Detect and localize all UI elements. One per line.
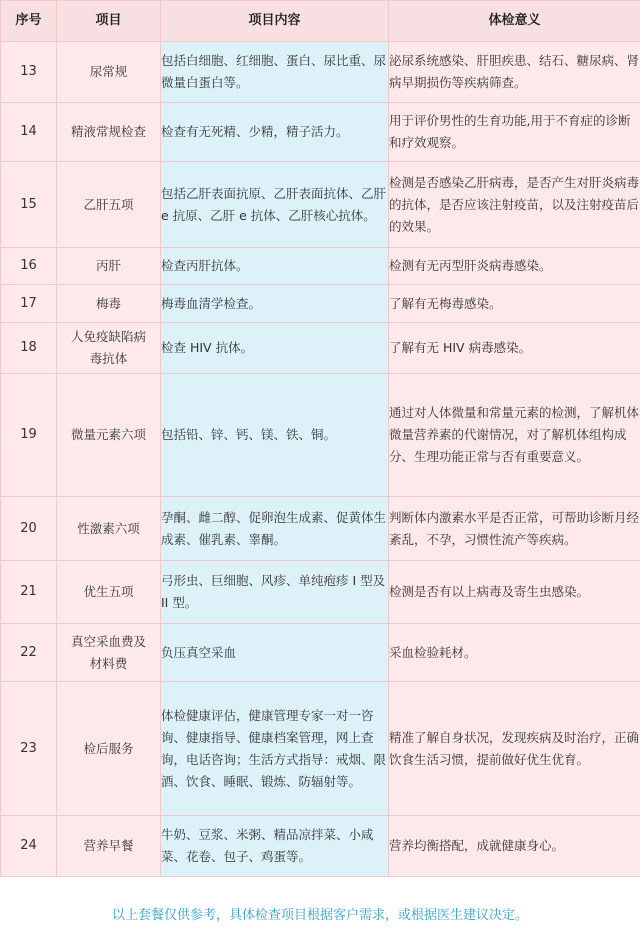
cell-content: 检查 HIV 抗体。 xyxy=(161,323,389,374)
table-row xyxy=(1,248,640,285)
table-row xyxy=(1,42,640,103)
cell-content: 孕酮、雌二醇、促卵泡生成素、促黄体生成素、催乳素、睾酮。 xyxy=(161,497,389,561)
cell-content: 包括乙肝表面抗原、乙肝表面抗体、乙肝 e 抗原、乙肝 e 抗体、乙肝核心抗体。 xyxy=(161,162,389,248)
table-row xyxy=(1,103,640,162)
cell-name: 丙肝 xyxy=(57,248,161,285)
cell-name: 精液常规检查 xyxy=(57,103,161,162)
cell-meaning: 用于评价男性的生育功能,用于不育症的诊断和疗效观察。 xyxy=(389,103,640,162)
table-row xyxy=(1,374,640,497)
cell-content: 梅毒血清学检查。 xyxy=(161,285,389,323)
cell-meaning: 检测是否感染乙肝病毒，是否产生对肝炎病毒的抗体，是否应该注射疫苗，以及注射疫苗后的效果。 xyxy=(389,162,640,248)
cell-meaning: 了解有无 HIV 病毒感染。 xyxy=(389,323,640,374)
cell-content: 体检健康评估，健康管理专家一对一咨询、健康指导、健康档案管理，网上查询，电话咨询；生活方式指导：戒烟、限酒、饮食、睡眠、锻炼、防辐射等。 xyxy=(161,682,389,816)
header-name: 项目 xyxy=(57,1,161,42)
cell-no: 22 xyxy=(1,624,57,682)
cell-content: 检查有无死精、少精，精子活力。 xyxy=(161,103,389,162)
cell-no: 21 xyxy=(1,561,57,624)
cell-no: 24 xyxy=(1,816,57,877)
cell-meaning: 通过对人体微量和常量元素的检测，了解机体微量营养素的代谢情况，对了解机体组构成分、生理功能正常与否有重要意义。 xyxy=(389,374,640,497)
cell-name: 真空采血费及材料费 xyxy=(57,624,161,682)
cell-name: 微量元素六项 xyxy=(57,374,161,497)
table-row xyxy=(1,624,640,682)
cell-meaning: 检测是否有以上病毒及寄生虫感染。 xyxy=(389,561,640,624)
cell-no: 13 xyxy=(1,42,57,103)
cell-no: 20 xyxy=(1,497,57,561)
cell-name: 性激素六项 xyxy=(57,497,161,561)
cell-meaning: 采血检验耗材。 xyxy=(389,624,640,682)
cell-meaning: 营养均衡搭配，成就健康身心。 xyxy=(389,816,640,877)
cell-name: 梅毒 xyxy=(57,285,161,323)
cell-meaning: 检测有无丙型肝炎病毒感染。 xyxy=(389,248,640,285)
table-row xyxy=(1,285,640,323)
cell-meaning: 了解有无梅毒感染。 xyxy=(389,285,640,323)
cell-no: 23 xyxy=(1,682,57,816)
cell-meaning: 泌尿系统感染、肝胆疾患、结石、糖尿病、肾病早期损伤等疾病筛查。 xyxy=(389,42,640,103)
cell-no: 16 xyxy=(1,248,57,285)
table-row xyxy=(1,682,640,816)
cell-content: 弓形虫、巨细胞、风疹、单纯疱疹 I 型及 II 型。 xyxy=(161,561,389,624)
cell-name: 尿常规 xyxy=(57,42,161,103)
table-header-row xyxy=(1,1,640,42)
cell-no: 19 xyxy=(1,374,57,497)
cell-content: 包括白细胞、红细胞、蛋白、尿比重、尿微量白蛋白等。 xyxy=(161,42,389,103)
header-no: 序号 xyxy=(1,1,57,42)
cell-name: 人免疫缺陷病毒抗体 xyxy=(57,323,161,374)
footer-note: 以上套餐仅供参考，具体检查项目根据客户需求，或根据医生建议决定。 xyxy=(111,908,528,923)
table-row xyxy=(1,497,640,561)
table-row xyxy=(1,162,640,248)
table-row xyxy=(1,323,640,374)
cell-name: 检后服务 xyxy=(57,682,161,816)
cell-content: 负压真空采血 xyxy=(161,624,389,682)
cell-meaning: 精准了解自身状况，发现疾病及时治疗，正确饮食生活习惯，提前做好优生优育。 xyxy=(389,682,640,816)
cell-content: 检查丙肝抗体。 xyxy=(161,248,389,285)
header-meaning: 体检意义 xyxy=(389,1,640,42)
table-row xyxy=(1,816,640,877)
cell-no: 14 xyxy=(1,103,57,162)
header-content: 项目内容 xyxy=(161,1,389,42)
cell-meaning: 判断体内激素水平是否正常，可帮助诊断月经紊乱，不孕，习惯性流产等疾病。 xyxy=(389,497,640,561)
cell-no: 15 xyxy=(1,162,57,248)
cell-content: 包括铅、锌、钙、镁、铁、铜。 xyxy=(161,374,389,497)
cell-name: 乙肝五项 xyxy=(57,162,161,248)
cell-name: 优生五项 xyxy=(57,561,161,624)
table-row xyxy=(1,561,640,624)
cell-no: 17 xyxy=(1,285,57,323)
cell-content: 牛奶、豆浆、米粥、精品凉拌菜、小咸菜、花卷、包子、鸡蛋等。 xyxy=(161,816,389,877)
cell-no: 18 xyxy=(1,323,57,374)
cell-name: 营养早餐 xyxy=(57,816,161,877)
